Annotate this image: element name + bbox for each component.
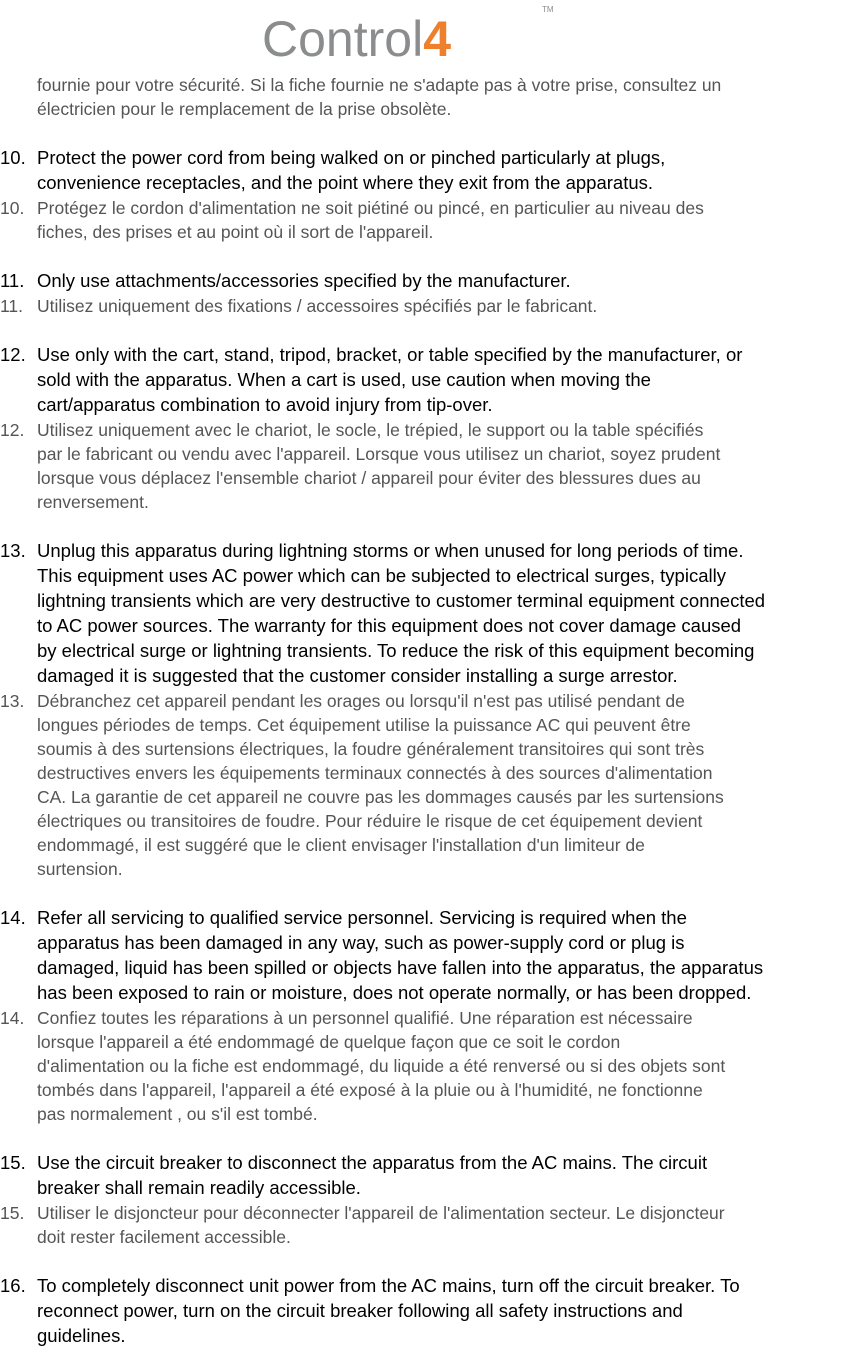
instruction-14-en <box>0 905 856 1005</box>
instruction-number: 12. <box>0 344 26 365</box>
instruction-14-fr <box>0 1006 856 1126</box>
instruction-number: 10. <box>0 147 26 168</box>
instruction-number: 10. <box>0 198 25 218</box>
instruction-number: 11. <box>0 296 24 316</box>
instruction-10-fr <box>0 196 856 244</box>
control4-logo-graphic <box>262 0 562 72</box>
instruction-number: 16. <box>0 1275 26 1296</box>
instruction-text-en: To completely disconnect unit power from the AC mains, turn off the circuit breaker. To reconnect power, turn on the circuit breaker following all safety instructions and guidelines. <box>37 1275 740 1346</box>
instruction-text-en: Use the circuit breaker to disconnect the apparatus from the AC mains. The circuit breaker shall remain readily accessible. <box>37 1152 708 1198</box>
instruction-13-en <box>0 538 856 688</box>
instruction-11-en <box>0 268 856 293</box>
intro-paragraph-fr: fournie pour votre sécurité. Si la fiche fournie ne s'adapte pas à votre prise, consultez un électricien pour le remplacement de la prise obsolète. <box>37 75 722 119</box>
instruction-text-en: Refer all servicing to qualified service personnel. Servicing is required when the apparatus has been damaged in any way, such as power-supply cord or plug is damaged, liquid has been spilled or objects have fallen into the apparatus, the apparatus has been exposed to rain or moisture, does not operate normally, or has been dropped. <box>37 907 764 1003</box>
instruction-number: 12. <box>0 420 25 440</box>
instruction-10-en <box>0 145 856 195</box>
safety-instructions <box>0 73 856 1348</box>
instruction-text-fr: Utilisez uniquement des fixations / accessoires spécifiés par le fabricant. <box>37 296 598 316</box>
instruction-16-en <box>0 1273 856 1348</box>
instruction-number: 15. <box>0 1152 26 1173</box>
instruction-number: 13. <box>0 540 26 561</box>
instruction-12-fr <box>0 418 856 514</box>
instruction-text-fr: Utilisez uniquement avec le chariot, le socle, le trépied, le support ou la table spécifiés par le fabricant ou vendu avec l'appareil. Lorsque vous utilisez un chariot, soyez prudent lorsque vous déplacez l'ensemble chariot / appareil pour éviter des blessures dues au renversement. <box>37 420 721 512</box>
instruction-number: 15. <box>0 1203 25 1223</box>
instruction-11-fr <box>0 294 856 318</box>
instruction-number: 14. <box>0 907 26 928</box>
instruction-text-en: Protect the power cord from being walked on or pinched particularly at plugs, convenience receptacles, and the point where they exit from the apparatus. <box>37 147 666 193</box>
instruction-text-fr: Utiliser le disjoncteur pour déconnecter l'appareil de l'alimentation secteur. Le disjoncteur doit rester facilement accessible. <box>37 1203 725 1247</box>
instruction-number: 14. <box>0 1008 25 1028</box>
control4-logo <box>262 0 562 72</box>
instruction-text-en: Unplug this apparatus during lightning storms or when unused for long periods of time. This equipment uses AC power which can be subjected to electrical surges, typically lightning transients which are very destructive to customer terminal equipment connected to AC power sources. The warranty for this equipment does not cover damage caused by electrical surge or lightning transients. To reduce the risk of this equipment becoming damaged it is suggested that the customer consider installing a surge arrestor. <box>37 540 766 686</box>
instruction-13-fr <box>0 689 856 881</box>
instruction-text-fr: Protégez le cordon d'alimentation ne soit piétiné ou pincé, en particulier au niveau des fiches, des prises et au point où il sort de l'appareil. <box>37 198 704 242</box>
instruction-number: 13. <box>0 691 25 711</box>
instruction-number: 11. <box>0 270 25 291</box>
logo-wordmark: Control4 <box>262 11 451 67</box>
instruction-text-en: Use only with the cart, stand, tripod, bracket, or table specified by the manufacturer, or sold with the apparatus. When a cart is used, use caution when moving the cart/apparatus combination to avoid injury from tip-over. <box>37 344 743 415</box>
logo-trademark: TM <box>542 5 554 14</box>
instruction-15-en <box>0 1150 856 1200</box>
instruction-text-fr: Confiez toutes les réparations à un personnel qualifié. Une réparation est nécessaire lorsque l'appareil a été endommagé de quelque façon que ce soit le cordon d'alimentation ou la fiche est endommagé, du liquide a été renversé ou si des objets sont tombés dans l'appareil, l'appareil a été exposé à la pluie ou à l'humidité, ne fonctionne pas normalement , ou s'il est tombé. <box>37 1008 726 1124</box>
instruction-15-fr <box>0 1201 856 1249</box>
instruction-text-en: Only use attachments/accessories specified by the manufacturer. <box>37 270 571 291</box>
instruction-text-fr: Débranchez cet appareil pendant les orages ou lorsqu'il n'est pas utilisé pendant de longues périodes de temps. Cet équipement utilise la puissance AC qui peuvent être soumis à des surtensions électriques, la foudre généralement transitoires qui sont très destructives envers les équipements terminaux connectés à des sources d'alimentation CA. La garantie de cet appareil ne couvre pas les dommages causés par les surtensions électriques ou transitoires de foudre. Pour réduire le risque de cet équipement devient endommagé, il est suggéré que le client envisager l'installation d'un limiteur de surtension. <box>37 691 724 879</box>
instruction-12-en <box>0 342 856 417</box>
